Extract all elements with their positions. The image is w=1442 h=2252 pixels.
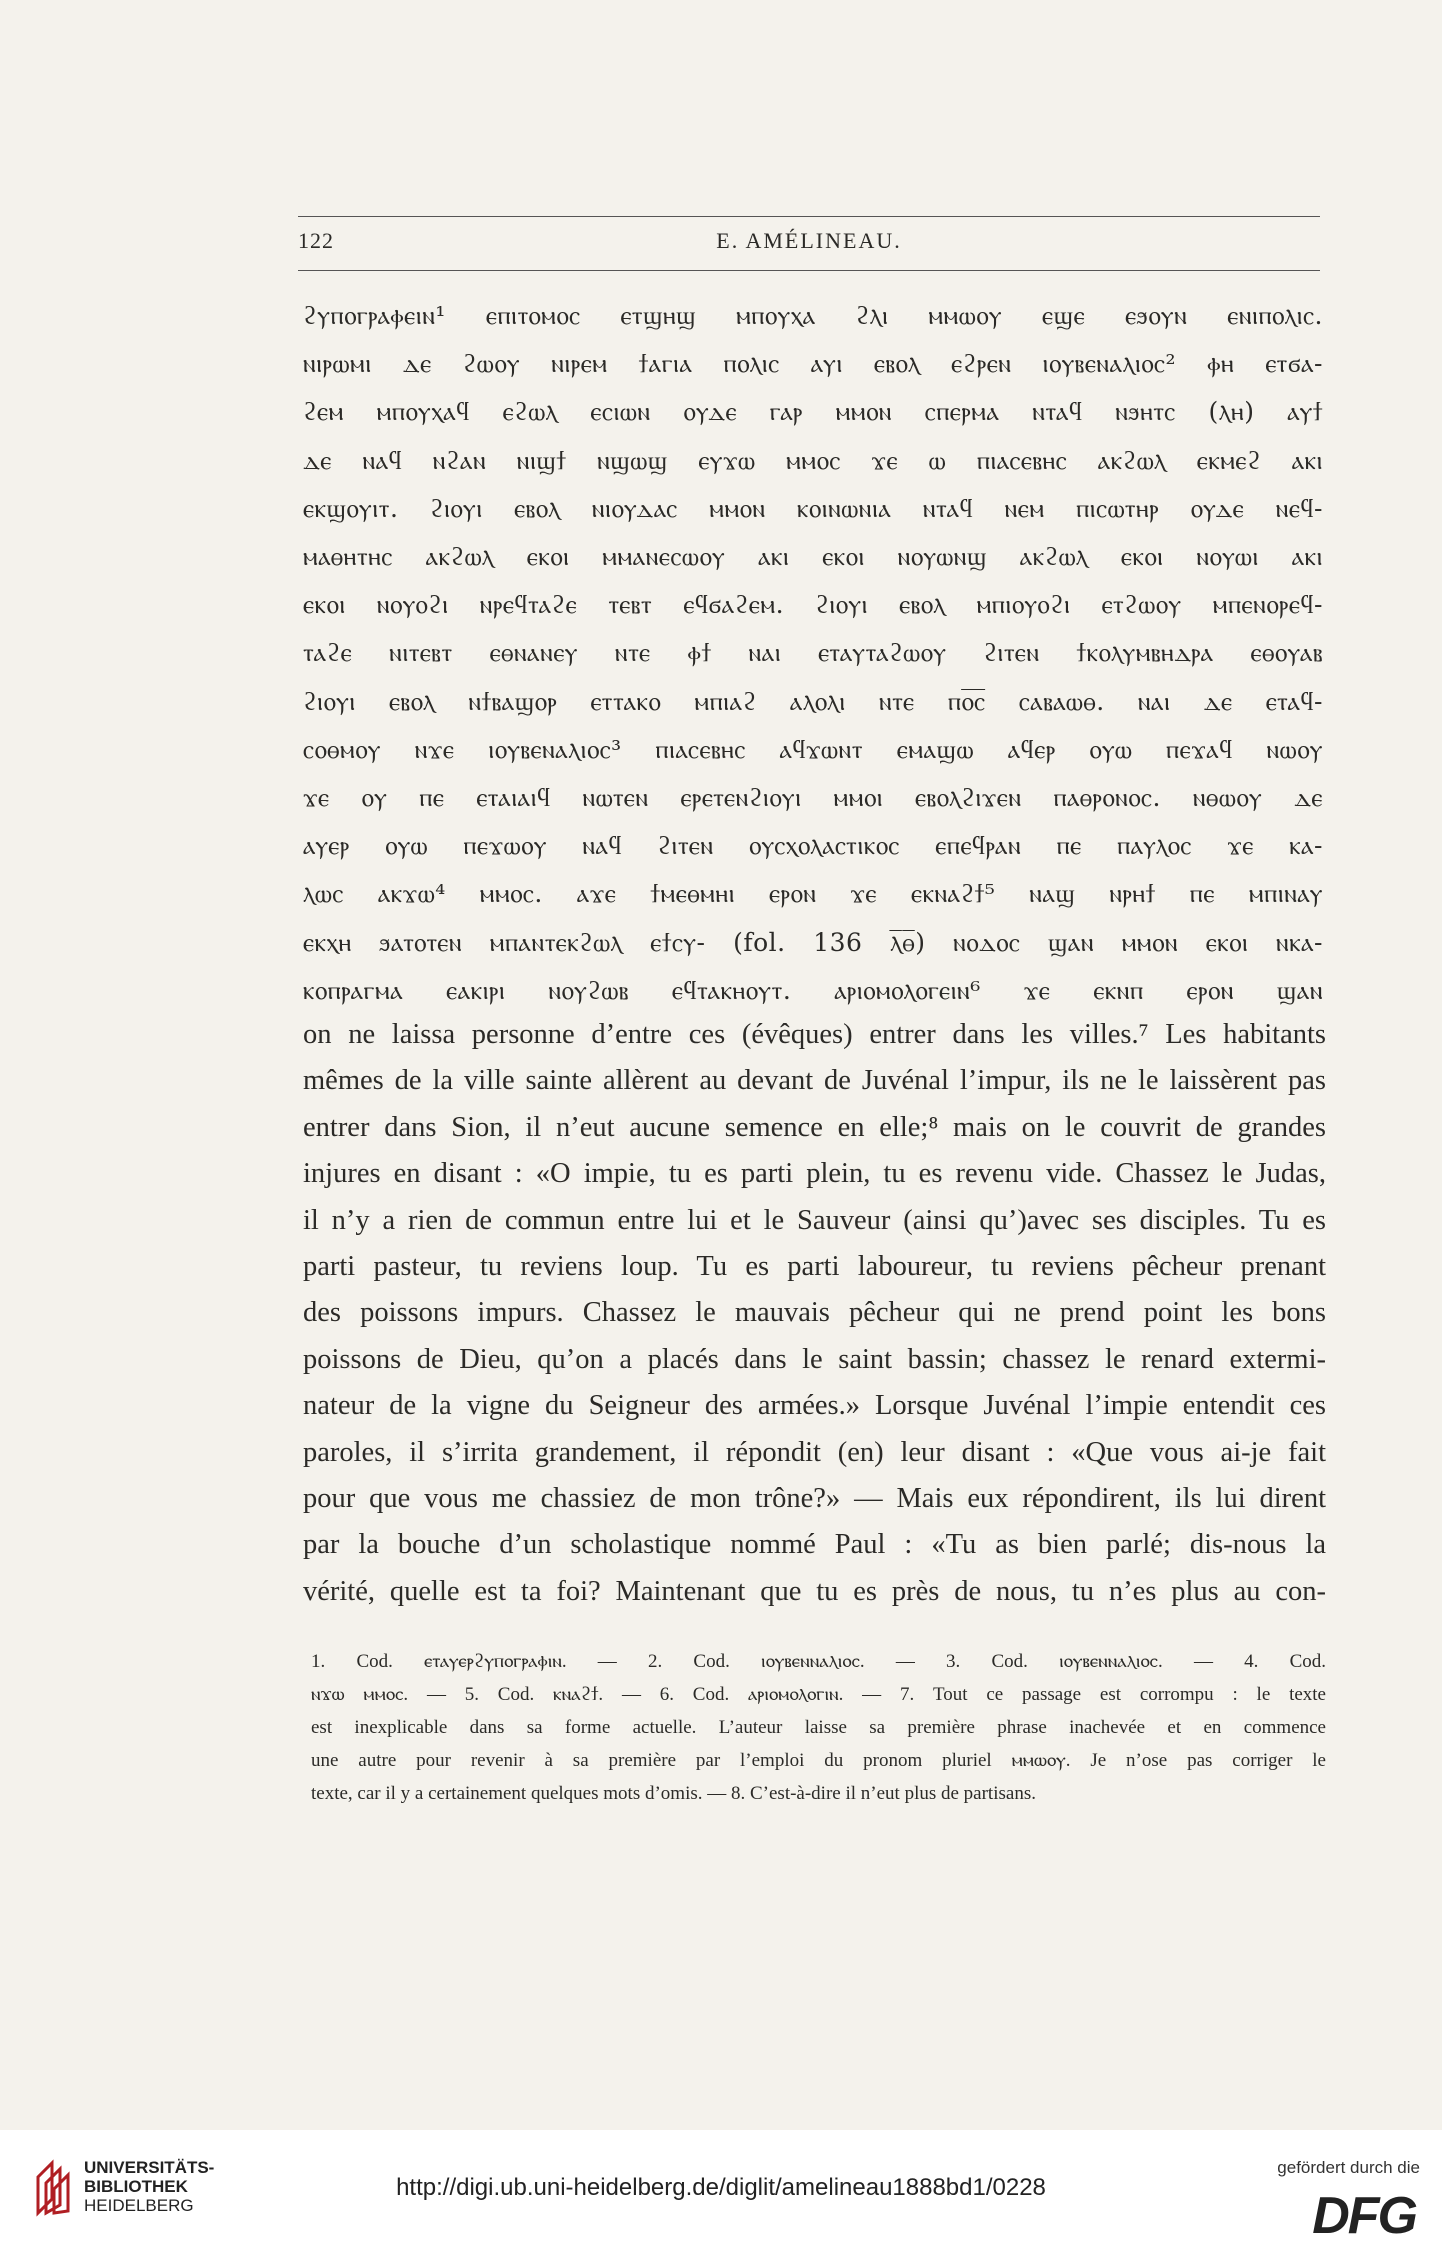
running-head bbox=[298, 228, 1320, 262]
coptic-line: ⲗⲱⲥ ⲁⲕϫⲱ⁴ ⲙⲙⲟⲥ. ⲁϫⲉ ϯⲙⲉⲑⲙⲏⲓ ⲉⲣⲟⲛ ϫⲉ ⲉⲕⲛⲁϩϯ⁵ ⲛⲁϣ ⲛⲣⲏϯ ⲡⲉ ⲙⲡⲓⲛⲁⲩ bbox=[303, 879, 1323, 909]
header-rule-top bbox=[298, 216, 1320, 217]
french-line: mêmes de la ville sainte allèrent au devant de Juvénal l’impur, ils ne le laissèrent pas bbox=[303, 1065, 1326, 1097]
university-library-name: UNIVERSITÄTS- BIBLIOTHEK HEIDELBERG bbox=[84, 2158, 215, 2215]
coptic-line: ⲉⲕⲭⲏ ϧⲁⲧⲟⲧⲉⲛ ⲙⲡⲁⲛⲧⲉⲕϩⲱⲗ ⲉϯⲥⲩ- (fol. 136 ⲗ︦ⲑ︦) ⲛⲟⲇⲟⲥ ϣⲁⲛ ⲙⲙⲟⲛ ⲉⲕⲟⲓ ⲛⲕⲁ- bbox=[303, 927, 1323, 957]
header-rule-bottom bbox=[298, 270, 1320, 271]
french-line: vérité, quelle est ta foi? Maintenant que tu es près de nous, tu n’es plus au con- bbox=[303, 1575, 1326, 1607]
coptic-line: ⲉⲕⲟⲓ ⲛⲟⲩⲟϩⲓ ⲛⲣⲉϥⲧⲁϩⲉ ⲧⲉⲃⲧ ⲉϥϭⲁϩⲉⲙ. ϩⲓⲟⲩⲓ ⲉⲃⲟⲗ ⲙⲡⲓⲟⲩⲟϩⲓ ⲉⲧϩⲱⲟⲩ ⲙⲡⲉⲛⲟⲣⲉϥ- bbox=[303, 590, 1323, 620]
footnote-line: une autre pour revenir à sa première par l’emploi du pronom pluriel ⲙⲙⲱⲟⲩ. Je n’ose pas corriger le bbox=[311, 1750, 1326, 1771]
french-line: par la bouche d’un scholastique nommé Paul : «Tu as bien parlé; dis-nous la bbox=[303, 1529, 1326, 1561]
coptic-line: ϩⲓⲟⲩⲓ ⲉⲃⲟⲗ ⲛϯⲃⲁϣⲟⲣ ⲉⲧⲧⲁⲕⲟ ⲙⲡⲓⲁϩ ⲁⲗⲟⲗⲓ ⲛⲧⲉ ⲡⲟ︦ⲥ︦ ⲥⲁⲃⲁⲱⲑ. ⲛⲁⲓ ⲇⲉ ⲉⲧⲁϥ- bbox=[303, 686, 1323, 716]
french-line: paroles, il s’irrita grandement, il répondit (en) leur disant : «Que vous ai-je fait bbox=[303, 1436, 1326, 1468]
french-line: entrer dans Sion, il n’eut aucune semence en elle;⁸ mais on le couvrit de grandes bbox=[303, 1111, 1326, 1143]
footnote-line: est inexplicable dans sa forme actuelle. L’auteur laisse sa première phrase inachevée et en commence bbox=[311, 1717, 1326, 1738]
author-name: E. AMÉLINEAU. bbox=[716, 228, 902, 253]
coptic-line: ⲉⲕϣⲟⲩⲓⲧ. ϩⲓⲟⲩⲓ ⲉⲃⲟⲗ ⲛⲓⲟⲩⲇⲁⲥ ⲙⲙⲟⲛ ⲕⲟⲓⲛⲱⲛⲓⲁ ⲛⲧⲁϥ ⲛⲉⲙ ⲡⲓⲥⲱⲧⲏⲣ ⲟⲩⲇⲉ ⲛⲉϥ- bbox=[303, 493, 1323, 523]
page-number: 122 bbox=[298, 228, 334, 253]
footnote-line: ⲛϫⲱ ⲙⲙⲟⲥ. — 5. Cod. ⲕⲛⲁϩϯ. — 6. Cod. ⲁⲣⲓⲟⲙⲟⲗⲟⲅⲓⲛ. — 7. Tout ce passage est corrompu : le texte bbox=[311, 1684, 1326, 1705]
french-line: injures en disant : «O impie, tu es parti plein, tu es revenu vide. Chassez le Judas, bbox=[303, 1158, 1326, 1190]
coptic-line: ⲛⲓⲣⲱⲙⲓ ⲇⲉ ϩⲱⲟⲩ ⲛⲓⲣⲉⲙ ϯⲁⲅⲓⲁ ⲡⲟⲗⲓⲥ ⲁⲩⲓ ⲉⲃⲟⲗ ⲉϩⲣⲉⲛ ⲓⲟⲩⲃⲉⲛⲁⲗⲓⲟⲥ² ⲫⲏ ⲉⲧϭⲁ- bbox=[303, 349, 1323, 379]
footnote-line: 1. Cod. ⲉⲧⲁⲩⲉⲣϩⲩⲡⲟⲅⲣⲁⲫⲓⲛ. — 2. Cod. ⲓⲟⲩⲃⲉⲛⲛⲁⲗⲓⲟⲥ. — 3. Cod. ⲓⲟⲩⲃⲉⲛⲛⲁⲗⲓⲟⲥ. — 4. Cod. bbox=[311, 1651, 1326, 1672]
french-line: parti pasteur, tu reviens loup. Tu es parti laboureur, tu reviens pêcheur prenant bbox=[303, 1251, 1326, 1283]
coptic-text-block bbox=[303, 292, 1323, 1015]
coptic-line: ϩⲩⲡⲟⲅⲣⲁⲫⲉⲓⲛ¹ ⲉⲡⲓⲧⲟⲙⲟⲥ ⲉⲧϣⲏϣ ⲙⲡⲟⲩⲭⲁ ϩⲗⲓ ⲙⲙⲱⲟⲩ ⲉϣⲉ ⲉϧⲟⲩⲛ ⲉⲛⲓⲡⲟⲗⲓⲥ. bbox=[303, 301, 1323, 330]
french-line: il n’y a rien de commun entre lui et le Sauveur (ainsi qu’)avec ses disciples. Tu es bbox=[303, 1204, 1326, 1236]
french-line: on ne laissa personne d’entre ces (évêques) entrer dans les villes.⁷ Les habitants bbox=[303, 1019, 1326, 1050]
coptic-line: ⲇⲉ ⲛⲁϥ ⲛϩⲁⲛ ⲛⲓϣϯ ⲛϣⲱϣ ⲉⲩϫⲱ ⲙⲙⲟⲥ ϫⲉ ⲱ ⲡⲓⲁⲥⲉⲃⲏⲥ ⲁⲕϩⲱⲗ ⲉⲕⲙⲉϩ ⲁⲕⲓ bbox=[303, 445, 1323, 475]
coptic-line: ⲙⲁⲑⲏⲧⲏⲥ ⲁⲕϩⲱⲗ ⲉⲕⲟⲓ ⲙⲙⲁⲛⲉⲥⲱⲟⲩ ⲁⲕⲓ ⲉⲕⲟⲓ ⲛⲟⲩⲱⲛϣ ⲁⲕϩⲱⲗ ⲉⲕⲟⲓ ⲛⲟⲩⲱⲓ ⲁⲕⲓ bbox=[303, 542, 1323, 572]
coptic-line: ϩⲉⲙ ⲙⲡⲟⲩⲭⲁϥ ⲉϩⲱⲗ ⲉⲥⲓⲱⲛ ⲟⲩⲇⲉ ⲅⲁⲣ ⲙⲙⲟⲛ ⲥⲡⲉⲣⲙⲁ ⲛⲧⲁϥ ⲛϧⲏⲧⲥ (ⲗⲏ) ⲁⲩϯ bbox=[303, 397, 1323, 427]
footnotes-block bbox=[311, 1645, 1326, 1810]
coptic-line: ⲥⲟⲑⲙⲟⲩ ⲛϫⲉ ⲓⲟⲩⲃⲉⲛⲁⲗⲓⲟⲥ³ ⲡⲓⲁⲥⲉⲃⲏⲥ ⲁϥϫⲱⲛⲧ ⲉⲙⲁϣⲱ ⲁϥⲉⲣ ⲟⲩⲱ ⲡⲉϫⲁϥ ⲛⲱⲟⲩ bbox=[303, 734, 1323, 764]
footnote-line: texte, car il y a certainement quelques mots d’omis. — 8. C’est-à-dire il n’eut plus de partisans. bbox=[311, 1783, 1036, 1804]
funding-note: gefördert durch die bbox=[1277, 2158, 1420, 2177]
french-line: poissons de Dieu, qu’on a placés dans le saint bassin; chassez le renard extermi- bbox=[303, 1343, 1326, 1375]
coptic-line: ⲧⲁϩⲉ ⲛⲓⲧⲉⲃⲧ ⲉⲑⲛⲁⲛⲉⲩ ⲛⲧⲉ ⲫϯ ⲛⲁⲓ ⲉⲧⲁⲩⲧⲁϩⲱⲟⲩ ϩⲓⲧⲉⲛ ϯⲕⲟⲗⲩⲙⲃⲏⲇⲣⲁ ⲉⲑⲟⲩⲁⲃ bbox=[303, 638, 1323, 668]
french-line: nateur de la vigne du Seigneur des armées.» Lorsque Juvénal l’impie entendit ces bbox=[303, 1390, 1326, 1422]
dfg-logo: DFG bbox=[1312, 2187, 1416, 2245]
coptic-line: ⲕⲟⲡⲣⲁⲅⲙⲁ ⲉⲁⲕⲓⲣⲓ ⲛⲟⲩϩⲱⲃ ⲉϥⲧⲁⲕⲏⲟⲩⲧ. ⲁⲣⲓⲟⲙⲟⲗⲟⲅⲉⲓⲛ⁶ ϫⲉ ⲉⲕⲛⲡ ⲉⲣⲟⲛ ϣⲁⲛ bbox=[303, 975, 1323, 1005]
french-line: des poissons impurs. Chassez le mauvais pêcheur qui ne prend point les bons bbox=[303, 1297, 1326, 1329]
coptic-line: ϫⲉ ⲟⲩ ⲡⲉ ⲉⲧⲁⲓⲁⲓϥ ⲛⲱⲧⲉⲛ ⲉⲣⲉⲧⲉⲛϩⲓⲟⲩⲓ ⲙⲙⲟⲓ ⲉⲃⲟⲗϩⲓϫⲉⲛ ⲡⲁⲑⲣⲟⲛⲟⲥ. ⲛⲑⲱⲟⲩ ⲇⲉ bbox=[303, 783, 1323, 813]
coptic-line: ⲁⲩⲉⲣ ⲟⲩⲱ ⲡⲉϫⲱⲟⲩ ⲛⲁϥ ϩⲓⲧⲉⲛ ⲟⲩⲥⲭⲟⲗⲁⲥⲧⲓⲕⲟⲥ ⲉⲡⲉϥⲣⲁⲛ ⲡⲉ ⲡⲁⲩⲗⲟⲥ ϫⲉ ⲕⲁ- bbox=[303, 831, 1323, 861]
source-url-link[interactable]: http://digi.ub.uni-heidelberg.de/diglit/amelineau1888bd1/0228 bbox=[396, 2174, 1046, 2201]
french-translation-block bbox=[303, 1012, 1326, 1615]
french-line: pour que vous me chassiez de mon trône?» — Mais eux répondirent, ils lui dirent bbox=[303, 1483, 1326, 1515]
